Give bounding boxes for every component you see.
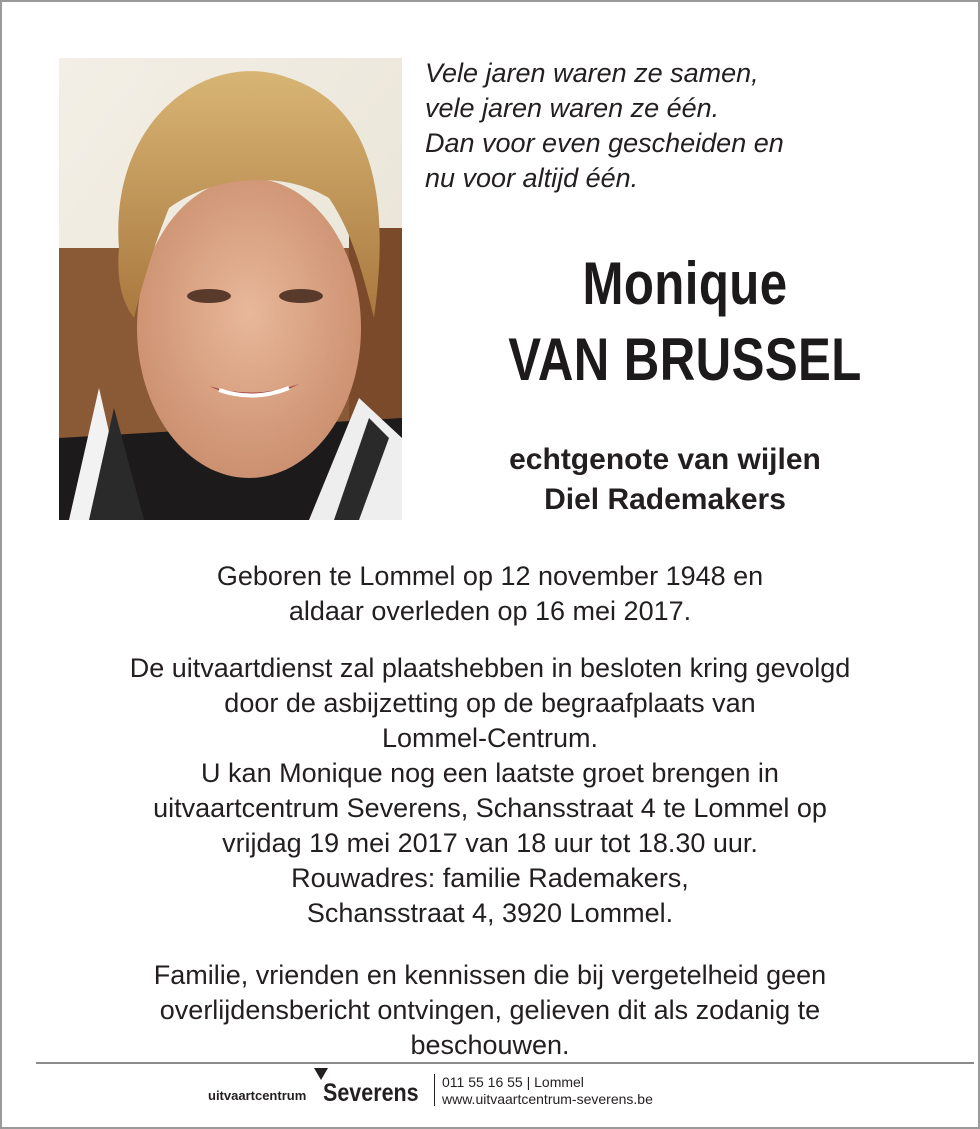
text-line: overlijdensbericht ontvingen, gelieven dit als zodanig te [159, 995, 821, 1025]
footer-divider [36, 1062, 974, 1064]
text-line: vrijdag 19 mei 2017 van 18 uur tot 18.30 uur. [222, 828, 758, 858]
last-name: VAN BRUSSEL [508, 326, 862, 393]
text-line: aldaar overleden op 16 mei 2017. [288, 596, 692, 626]
poem-line: nu voor altijd één. [425, 163, 639, 193]
text-line: Schansstraat 4, 3920 Lommel. [306, 898, 674, 928]
phone-line: 011 55 16 55 | Lommel [442, 1074, 584, 1090]
birth-death-paragraph [40, 559, 940, 629]
footer-separator [434, 1074, 435, 1106]
text-line: Lommel-Centrum. [381, 723, 599, 753]
service-paragraph [40, 651, 940, 931]
text-line: beschouwen. [410, 1030, 570, 1060]
relation-line: echtgenote van wijlen [509, 443, 821, 476]
brand-name: Severens [323, 1079, 419, 1107]
text-line: uitvaartcentrum Severens, Schansstraat 4 te Lommel op [153, 793, 827, 823]
brand-prefix: uitvaartcentrum [208, 1088, 307, 1103]
website-link[interactable]: www.uitvaartcentrum-severens.be [442, 1091, 653, 1107]
text-line: door de asbijzetting op de begraafplaats van [224, 688, 756, 718]
text-line: De uitvaartdienst zal plaatshebben in besloten kring gevolgd [129, 653, 851, 683]
closing-paragraph [40, 958, 940, 1063]
text-line: U kan Monique nog een laatste groet brengen in [201, 758, 779, 788]
first-name: Monique [582, 250, 788, 317]
spouse-name: Diel Rademakers [544, 483, 786, 516]
text-line: Rouwadres: familie Rademakers, [291, 863, 689, 893]
poem-line: Vele jaren waren ze samen, [425, 58, 759, 88]
text-line: Familie, vrienden en kennissen die bij vergetelheid geen [153, 960, 827, 990]
poem-line: Dan voor even gescheiden en [425, 128, 784, 158]
spouse-relation [440, 440, 890, 520]
portrait-photo [59, 58, 402, 520]
deceased-name [484, 246, 886, 398]
poem-line: vele jaren waren ze één. [425, 93, 720, 123]
contact-info [442, 1074, 653, 1108]
poem [425, 56, 945, 196]
text-line: Geboren te Lommel op 12 november 1948 en [216, 561, 764, 591]
